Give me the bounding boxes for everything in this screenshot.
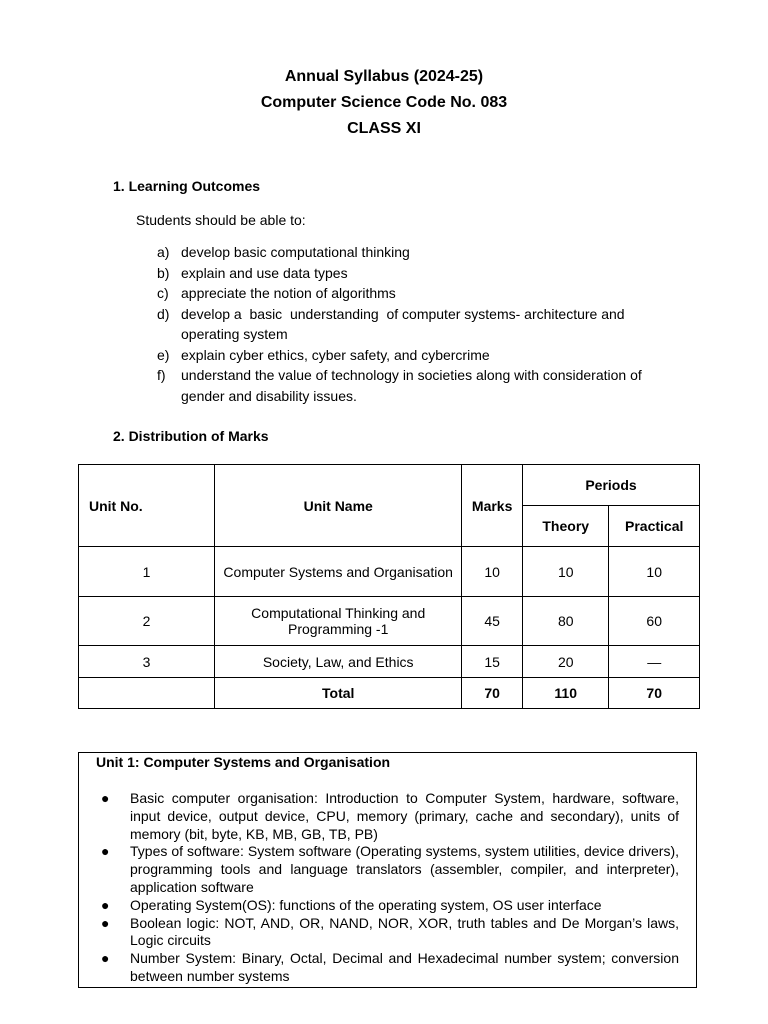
header-theory: Theory bbox=[523, 506, 609, 547]
table-total-row bbox=[79, 678, 700, 709]
list-marker: f) bbox=[157, 367, 166, 383]
total-practical: 70 bbox=[609, 678, 700, 709]
unit-1-topics bbox=[101, 790, 679, 986]
list-item-text: develop a basic understanding of computer systems- architecture and operating system bbox=[181, 305, 629, 342]
list-marker: b) bbox=[157, 264, 170, 281]
list-item bbox=[157, 242, 677, 263]
header-unit-no: Unit No. bbox=[79, 465, 215, 547]
cell-practical: — bbox=[609, 646, 700, 678]
header-marks: Marks bbox=[462, 465, 523, 547]
list-item-text: develop basic computational thinking bbox=[181, 244, 410, 260]
cell-practical: 10 bbox=[609, 547, 700, 597]
list-item-text: explain cyber ethics, cyber safety, and cybercrime bbox=[181, 346, 490, 363]
cell-unit-no: 3 bbox=[79, 646, 215, 678]
cell-practical: 60 bbox=[609, 597, 700, 646]
list-item-text: Operating System(OS): functions of the operating system, OS user interface bbox=[130, 896, 602, 913]
cell-unit-name: Computer Systems and Organisation bbox=[215, 547, 462, 597]
list-item-text: Basic computer organisation: Introduction to Computer System, hardware, software, input device, output device, CPU, memory (primary, cache and secondary), units of memory (bit, byte, KB, MB, GB, TB, PB) bbox=[130, 790, 679, 842]
unit-1-title: Unit 1: Computer Systems and Organisation bbox=[96, 754, 391, 770]
list-marker: d) bbox=[157, 305, 170, 322]
cell-theory: 80 bbox=[523, 597, 609, 646]
document-title-block bbox=[0, 64, 768, 142]
cell-theory: 10 bbox=[523, 547, 609, 597]
list-item bbox=[157, 263, 677, 284]
list-item bbox=[157, 365, 677, 406]
total-theory: 110 bbox=[523, 678, 609, 709]
list-item bbox=[101, 897, 679, 915]
cell-theory: 20 bbox=[523, 646, 609, 678]
list-item-text: explain and use data types bbox=[181, 264, 348, 281]
cell-unit-no: 1 bbox=[79, 547, 215, 597]
marks-table bbox=[78, 464, 700, 709]
cell-unit-name: Computational Thinking and Programming -1 bbox=[215, 597, 462, 646]
list-item-text: Boolean logic: NOT, AND, OR, NAND, NOR, XOR, truth tables and De Morgan’s laws, Logic circuits bbox=[130, 914, 679, 949]
document-title: Annual Syllabus (2024-25) bbox=[284, 68, 484, 85]
list-marker: c) bbox=[157, 285, 169, 301]
bullet-icon: ● bbox=[101, 896, 110, 913]
table-row bbox=[79, 547, 700, 597]
cell-marks: 45 bbox=[462, 597, 523, 646]
subject-code: Computer Science Code No. 083 bbox=[260, 94, 508, 111]
total-label: Total bbox=[215, 678, 462, 709]
list-item bbox=[157, 304, 677, 345]
total-marks: 70 bbox=[462, 678, 523, 709]
bullet-icon: ● bbox=[101, 843, 110, 860]
outcomes-list bbox=[157, 242, 677, 406]
header-unit-name: Unit Name bbox=[215, 465, 462, 547]
section-heading-learning-outcomes: 1. Learning Outcomes bbox=[113, 178, 261, 194]
list-item bbox=[101, 950, 679, 986]
list-item-text: Number System: Binary, Octal, Decimal and Hexadecimal number system; conversion between number systems bbox=[130, 950, 679, 984]
unit-1-box bbox=[78, 752, 697, 988]
header-periods: Periods bbox=[523, 465, 700, 506]
list-marker: e) bbox=[157, 346, 170, 363]
list-item bbox=[157, 283, 677, 304]
header-practical: Practical bbox=[609, 506, 700, 547]
table-row bbox=[79, 597, 700, 646]
list-item-text: appreciate the notion of algorithms bbox=[181, 285, 396, 301]
table-row bbox=[79, 646, 700, 678]
cell-marks: 15 bbox=[462, 646, 523, 678]
outcomes-intro: Students should be able to: bbox=[136, 212, 306, 228]
bullet-icon: ● bbox=[101, 914, 110, 931]
cell-empty bbox=[79, 678, 215, 709]
list-item-text: understand the value of technology in societies along with consideration of gender and disability issues. bbox=[181, 367, 642, 404]
list-item bbox=[157, 345, 677, 366]
list-item bbox=[101, 843, 679, 896]
section-heading-distribution-of-marks: 2. Distribution of Marks bbox=[113, 428, 269, 444]
bullet-icon: ● bbox=[101, 950, 110, 967]
list-item bbox=[101, 790, 679, 843]
bullet-icon: ● bbox=[101, 790, 110, 806]
cell-unit-name: Society, Law, and Ethics bbox=[215, 646, 462, 678]
cell-marks: 10 bbox=[462, 547, 523, 597]
list-item-text: Types of software: System software (Operating systems, system utilities, device drivers), programming tools and language translators (assembler, compiler, and interpreter), application software bbox=[130, 843, 679, 895]
class-label: CLASS XI bbox=[347, 120, 421, 137]
list-item bbox=[101, 915, 679, 951]
list-marker: a) bbox=[157, 244, 170, 260]
cell-unit-no: 2 bbox=[79, 597, 215, 646]
